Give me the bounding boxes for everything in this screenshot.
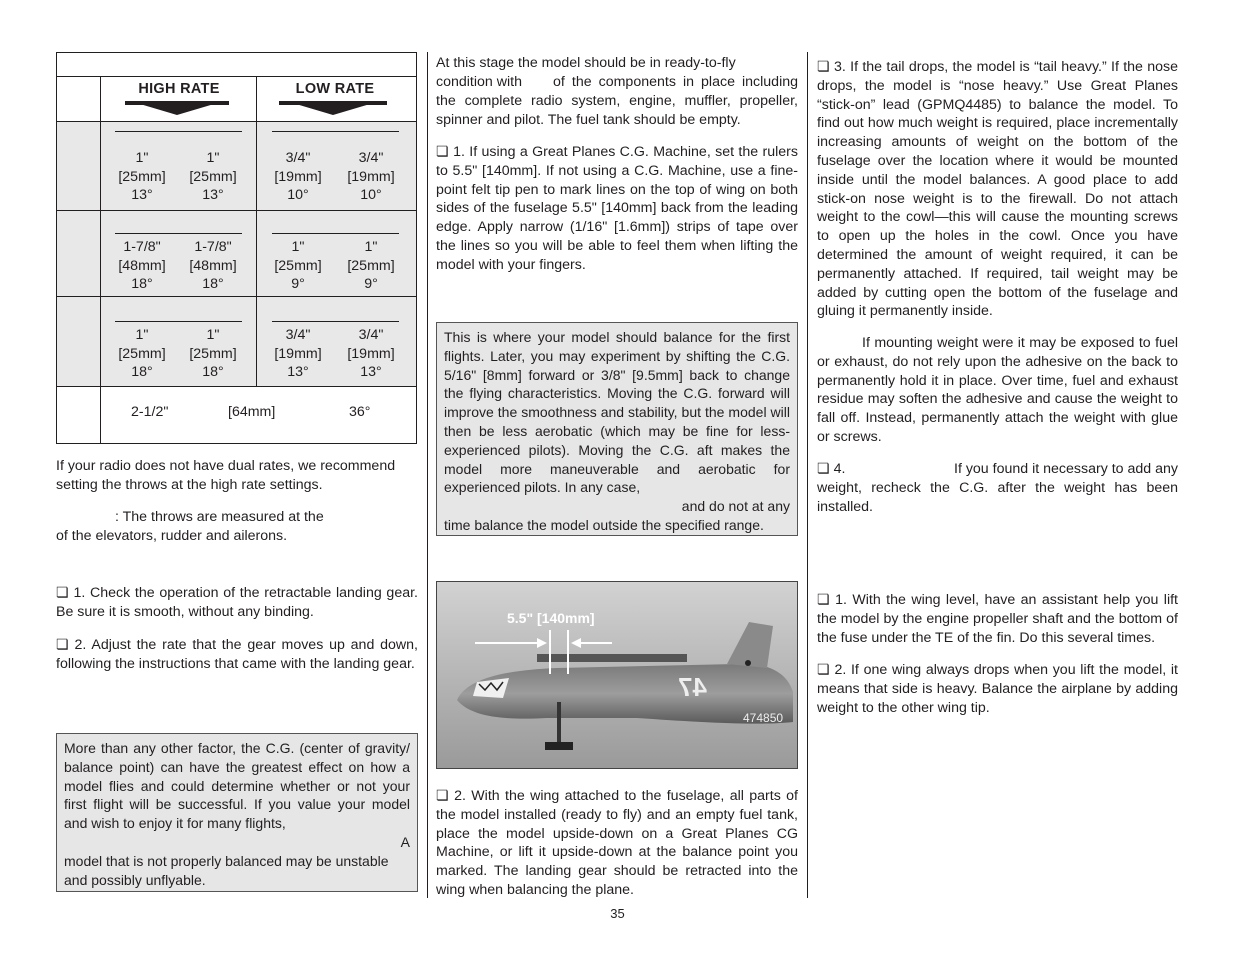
table-cell: 1-7/8" [48mm] 18° <box>118 239 166 293</box>
table-cell: [64mm] <box>228 404 276 420</box>
lateral-balance-step-1: ❏ 1. With the wing level, have an assistant help you lift the model by the engine propeller shaft and the bottom of the fuse under the TE of the fin. Do this several times. <box>817 591 1178 647</box>
throws-note-line1: : The throws are measured at the <box>115 509 324 525</box>
mounting-weight-note: If mounting weight were it may be exposed to fuel or exhaust, do not rely upon the adhesive on the back to permanently hold it in place. Over time, fuel and exhaust residue may soften the adhesive and cause the weight to fall off. Instead, permanently attach the weight with glue or screws. <box>817 335 1178 445</box>
cg-step-3: ❏ 3. If the tail drops, the model is “tail heavy.” If the nose drops, the model is “nose heavy.” Use Great Planes “stick-on” lead (GPMQ4485) to balance the model. To find out how much weight is required, place incrementally increasing amounts of weight on the bottom of the fuselage over the location where it would be mounted inside until the model balances. A good place to add stick-on nose weight is to the firewall. Do not attach weight to the cowl—this will cause the mounting screws to open up the holes in the cowl. Once you have determined the amount of weight required, it can be permanently attached. If required, tail weight may be added by cutting open the bottom of the fuselage and gluing it permanently inside. <box>817 58 1178 321</box>
table-cell: 1-7/8" [48mm] 18° <box>189 239 237 293</box>
cg-warning-box <box>56 733 418 892</box>
throws-note-line2: of the elevators, rudder and ailerons. <box>56 528 288 544</box>
cg-step-1: ❏ 1. If using a Great Planes C.G. Machine, set the rulers to 5.5" [140mm]. If not using a C.G. Machine, use a fine-point felt tip pen to mark lines on the top of wing on both sides of the fuselage 5.5" [140mm] back from the leading edge. Apply narrow (1/16" [1.6mm]) strips of tape over the lines so you will be able to feel them when lifting the model with your fingers. <box>436 143 798 275</box>
cg-step-2: ❏ 2. With the wing attached to the fuselage, all parts of the model installed (ready to fly) and an empty fuel tank, place the model upside-down on a Great Planes CG Machine, or lift it upside-down at the balance point you marked. The landing gear should be retracted into the wing when balancing the plane. <box>436 787 798 900</box>
fuselage-number: 47 <box>678 672 707 702</box>
cg-warning-text: More than any other factor, the C.G. (center of gravity/ balance point) can have the greatest effect on how a model flies and could determine whether or not your first flight will be successful. If you value your model and wish to enjoy it for many flights, <box>64 740 410 832</box>
intro-line-1: At this stage the model should be in ready-to-fly <box>436 55 736 71</box>
table-cell: 3/4" [19mm] 13° <box>274 327 322 381</box>
gear-step-1: ❏ 1. Check the operation of the retractable landing gear. Be sure it is smooth, without any binding. <box>56 584 418 622</box>
table-cell: 3/4" [19mm] 13° <box>347 327 395 381</box>
table-cell: 1" [25mm] 13° <box>118 150 166 204</box>
low-rate-header: LOW RATE <box>295 81 375 97</box>
tail-serial: 474850 <box>743 711 784 725</box>
intro-line-2b: of the components in place including the complete radio system, engine, muffler, propeller, spinner and pilot. The fuel tank should be empty. <box>436 74 798 128</box>
column-divider-right <box>807 52 808 898</box>
airplane-illustration <box>437 582 797 768</box>
table-cell: 1" [25mm] 13° <box>189 150 237 204</box>
cg-warning-text-2: model that is not properly balanced may be unstable and possibly unflyable. <box>64 852 389 888</box>
table-cell: 1" [25mm] 18° <box>189 327 237 381</box>
balance-info-box <box>436 322 798 536</box>
balance-info-text-2: and do not at any <box>681 498 790 515</box>
cg-machine-photo <box>436 581 798 769</box>
high-rate-arrow <box>140 104 214 115</box>
table-cell: 3/4" [19mm] 10° <box>274 150 322 204</box>
column-divider-left <box>427 52 428 898</box>
balance-info-text-3: time balance the model outside the specified range. <box>444 516 764 533</box>
table-cell: 1" [25mm] 9° <box>347 239 395 293</box>
high-rate-header: HIGH RATE <box>138 81 220 97</box>
page-number: 35 <box>610 906 625 921</box>
table-cell: 3/4" [19mm] 10° <box>347 150 395 204</box>
table-cell: 2-1/2" <box>131 404 169 420</box>
cg-step-4-number: ❏ 4. <box>817 460 937 479</box>
cg-warning-a: A <box>400 833 410 850</box>
gear-step-2: ❏ 2. Adjust the rate that the gear moves up and down, following the instructions that came with the landing gear. <box>56 636 418 674</box>
control-throws-table <box>56 52 417 444</box>
table-cell: 1" [25mm] 18° <box>118 327 166 381</box>
low-rate-arrow <box>296 104 370 115</box>
table-cell: 36° <box>349 404 371 420</box>
measurement-label: 5.5" [140mm] <box>507 610 595 626</box>
balance-info-text: This is where your model should balance for the first flights. Later, you may experiment by shifting the C.G. 5/16" [8mm] forward or 3/8" [9.5mm] back to change the flying characteristics. Moving the C.G. forward will improve the smoothness and stability, but the model will then be less aerobatic (which may be fine for less-experienced pilots). Moving the C.G. aft makes the model more maneuverable and aerobatic for experienced pilots. In any case, <box>444 329 790 496</box>
lateral-balance-step-2: ❏ 2. If one wing always drops when you lift the model, it means that side is heavy. Balance the airplane by adding weight to the other wing tip. <box>817 661 1178 717</box>
cg-step-4: If you found it necessary to add any weight, recheck the C.G. after the weight has been installed. <box>817 461 1178 515</box>
dual-rates-note: If your radio does not have dual rates, we recommend setting the throws at the high rate settings. <box>56 458 396 493</box>
intro-line-2a: condition with <box>436 74 522 90</box>
table-cell: 1" [25mm] 9° <box>274 239 322 293</box>
